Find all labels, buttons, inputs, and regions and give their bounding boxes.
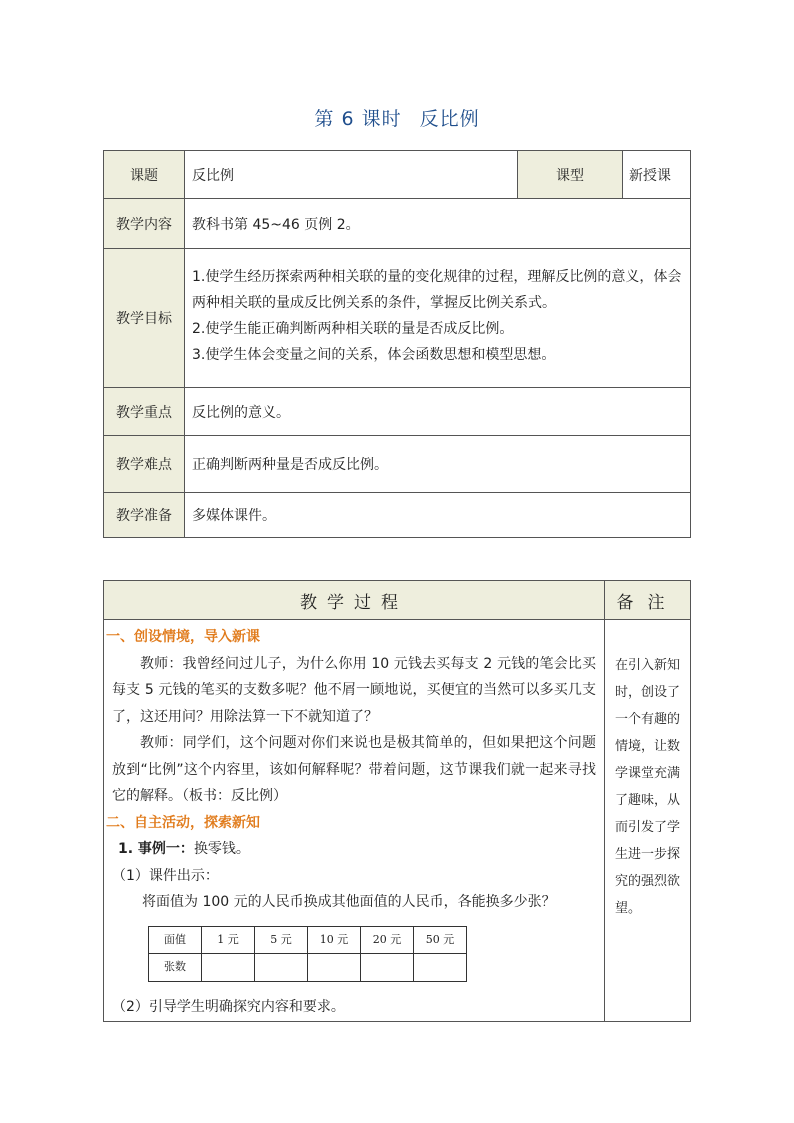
mini-cell: 20 元: [361, 926, 414, 954]
mini-cell: 张数: [149, 954, 202, 982]
notes-header: 备注: [605, 581, 691, 620]
key-label: 教学重点: [104, 388, 185, 436]
goals-label: 教学目标: [104, 249, 185, 388]
example-label: 1. 事例一：: [118, 841, 194, 857]
mini-cell: 1 元: [202, 926, 255, 954]
prep-value: 多媒体课件。: [185, 493, 691, 538]
goal-item: 2.使学生能正确判断两种相关联的量是否成反比例。: [192, 321, 514, 337]
topic-label: 课题: [104, 151, 185, 199]
difficulty-label: 教学难点: [104, 436, 185, 493]
mini-cell: [414, 954, 467, 982]
topic-value: 反比例: [185, 151, 518, 199]
mini-cell: 5 元: [255, 926, 308, 954]
teaching-process-table: [103, 580, 691, 1022]
goals-cell: [185, 249, 691, 388]
page-title: [0, 104, 794, 131]
lesson-info-table: [103, 150, 691, 538]
process-header: 教学过程: [104, 581, 605, 620]
goal-item: 1.使学生经历探索两种相关联的量的变化规律的过程，理解反比例的意义，体会两种相关联的量成反比例关系的条件，掌握反比例关系式。: [192, 269, 682, 311]
mini-cell: [308, 954, 361, 982]
step-line: （1）课件出示：: [112, 867, 219, 884]
mini-cell: 10 元: [308, 926, 361, 954]
goal-item: 3.使学生体会变量之间的关系，体会函数思想和模型思想。: [192, 347, 556, 363]
lesson-number: 第 6 课时: [314, 108, 402, 130]
paragraph: 教师：同学们，这个问题对你们来说也是极其简单的，但如果把这个问题放到“比例”这个内容里，该如何解释呢？带着问题，这节课我们就一起来寻找它的解释。（板书：反比例）: [112, 735, 596, 804]
mini-cell: [202, 954, 255, 982]
mini-cell: 面值: [149, 926, 202, 954]
type-label: 课型: [518, 151, 623, 199]
section-heading: 二、自主活动，探索新知: [106, 814, 260, 831]
example-text: 换零钱。: [193, 841, 250, 857]
example-line: [112, 836, 596, 863]
content-value: 教科书第 45~46 页例 2。: [185, 199, 691, 249]
prep-label: 教学准备: [104, 493, 185, 538]
mini-cell: [361, 954, 414, 982]
mini-cell: [255, 954, 308, 982]
type-value: 新授课: [623, 151, 691, 199]
side-note: 在引入新知时，创设了一个有趣的情境，让数学课堂充满了趣味，从而引发了学生进一步探究的强烈欲望。: [605, 620, 691, 1022]
key-value: 反比例的意义。: [185, 388, 691, 436]
mini-cell: 50 元: [414, 926, 467, 954]
process-content: [104, 620, 605, 1022]
section-heading: 一、创设情境，导入新课: [106, 629, 260, 645]
question-line: 将面值为 100 元的人民币换成其他面值的人民币，各能换多少张？: [142, 894, 556, 910]
content-label: 教学内容: [104, 199, 185, 249]
step-line: （2）引导学生明确探究内容和要求。: [112, 998, 345, 1015]
difficulty-value: 正确判断两种量是否成反比例。: [185, 436, 691, 493]
lesson-topic: 反比例: [419, 108, 480, 130]
denomination-table: [148, 926, 467, 982]
paragraph: 教师：我曾经问过儿子，为什么你用 10 元钱去买每支 2 元钱的笔会比买每支 5 元钱的笔买的支数多呢？他不屑一顾地说，买便宜的当然可以多买几支了，这还用问？用除法算一下不就知道了？: [112, 655, 596, 725]
